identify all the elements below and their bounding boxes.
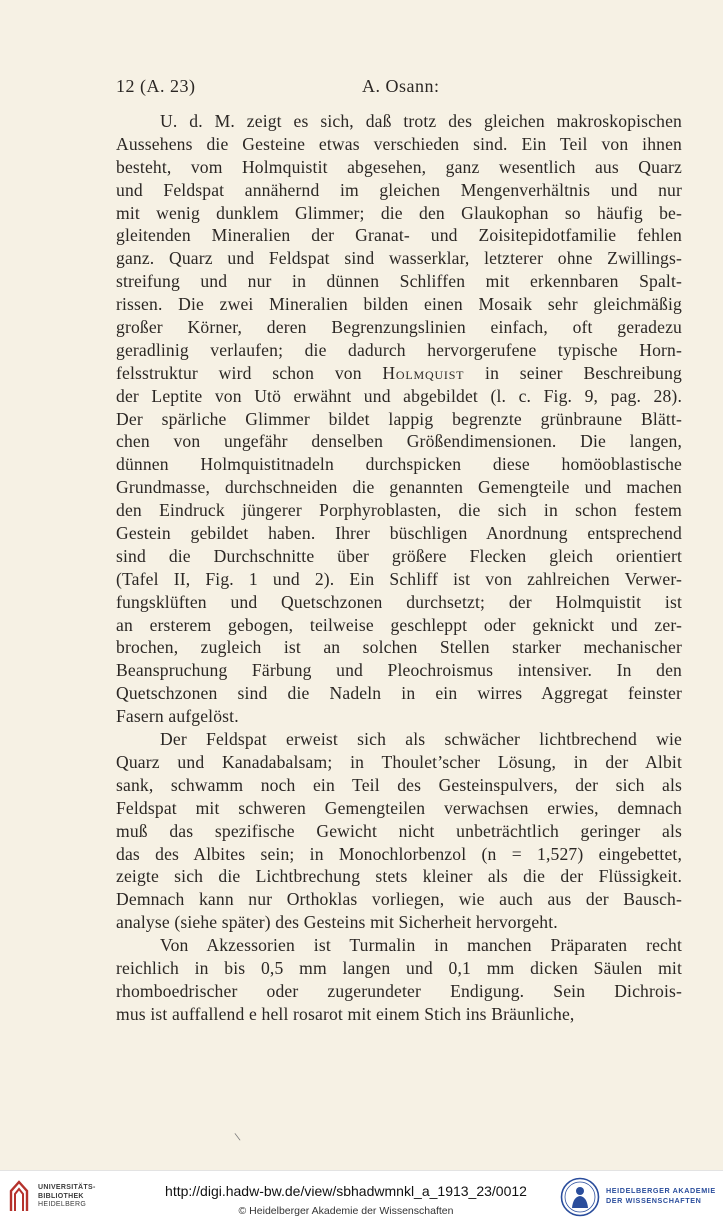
running-header (116, 76, 682, 100)
text-line: U. d. M. zeigt es sich, daß trotz des gleichen makroskopischen (160, 111, 682, 131)
text-line: an ersterem gebogen, teilweise geschleppt oder geknickt und zer- (116, 614, 682, 635)
text-line: Von Akzessorien ist Turmalin in manchen Präparaten recht (160, 935, 682, 956)
text-line: der Leptite von Utö erwähnt und abgebildet (l. c. Fig. 9, pag. 28). (116, 385, 682, 406)
text-line: sind die Durchschnitte über größere Flecken gleich orientiert (116, 545, 682, 566)
text-line: das des Albites sein; in Monochlorbenzol (n = 1,527) eingebettet, (116, 843, 682, 864)
text-line: chen von ungefähr denselben Größendimensionen. Die langen, (116, 431, 682, 452)
stray-mark: \ (234, 1131, 242, 1144)
copyright-notice: © Heidelberger Akademie der Wissenschaften (238, 1205, 454, 1217)
text-line: reichlich in bis 0,5 mm langen und 0,1 mm dicken Säulen mit (116, 957, 682, 978)
cited-author-name: Holmquist (382, 362, 465, 383)
text-line: ganz. Quarz und Feldspat sind wasserklar, letzterer ohne Zwillings- (116, 248, 682, 269)
text-line: felsstruktur wird schon von Holmquist in seiner Beschreibung (116, 362, 682, 383)
text-line: Der spärliche Glimmer bildet lappig begrenzte grünbraune Blätt- (116, 408, 682, 429)
text-line: Gestein gebildet haben. Ihrer büschligen Anordnung entsprechend (116, 523, 682, 544)
text-line: Aussehens die Gesteine etwas verschieden sind. Ein Teil von ihnen (116, 133, 682, 154)
text-line: muß das spezifische Gewicht nicht unbeträchtlich geringer als (116, 820, 682, 841)
university-library-logo-icon (8, 1179, 30, 1213)
text-line: Fasern aufgelöst. (116, 706, 239, 727)
text-line: streifung und nur in dünnen Schliffen mit erkennbaren Spalt- (116, 271, 682, 292)
text-line: Demnach kann nur Orthoklas vorliegen, wie auch aus der Bausch- (116, 889, 682, 910)
text-line: fungsklüften und Quetschzonen durchsetzt; der Holmquistit ist (116, 591, 682, 612)
text-line: gleitenden Mineralien der Granat- und Zoisitepidotfamilie fehlen (116, 225, 682, 246)
academy-name (606, 1186, 716, 1206)
text-line: Der Feldspat erweist sich als schwächer lichtbrechend wie (160, 729, 682, 750)
body-text (116, 110, 682, 1026)
text-line: zeigte sich die Lichtbrechung stets kleiner als die der Flüssigkeit. (116, 866, 682, 887)
running-author: A. Osann: (362, 76, 440, 96)
digitization-footer (0, 1170, 723, 1225)
text-line: Beanspruchung Färbung und Pleochroismus intensiver. In den (116, 660, 682, 681)
text-line: analyse (siehe später) des Gesteins mit Sicherheit hervorgeht. (116, 912, 558, 933)
text-line: geradlinig verlaufen; die dadurch hervorgerufene typische Horn- (116, 339, 682, 360)
text-line: Quetschzonen sind die Nadeln in ein wirres Aggregat feinster (116, 683, 682, 704)
text-line: mus ist auffallend e hell rosarot mit einem Stich ins Bräunliche, (116, 1003, 575, 1024)
library-name-line-2: BIBLIOTHEK (38, 1192, 84, 1200)
university-library-name (38, 1184, 96, 1210)
text-line: und Feldspat annähernd im gleichen Mengenverhältnis und nur (116, 179, 682, 200)
text-line: (Tafel II, Fig. 1 und 2). Ein Schliff ist von zahlreichen Verwer- (116, 568, 682, 589)
library-name-line-3: HEIDELBERG (38, 1201, 87, 1208)
text-line: Feldspat mit schweren Gemengteilen verwachsen erwies, demnach (116, 797, 682, 818)
text-line: Grundmasse, durchschneiden die genannten Gemengteile und machen (116, 477, 682, 498)
text-line: brochen, zugleich ist an solchen Stellen starker mechanischer (116, 637, 682, 658)
academy-seal-icon (560, 1177, 600, 1217)
text-line: den Eindruck jüngerer Porphyroblasten, die sich in schon festem (116, 500, 682, 521)
text-line: besteht, vom Holmquistit abgesehen, ganz wesentlich aus Quarz (116, 156, 682, 177)
permalink-url[interactable]: http://digi.hadw-bw.de/view/sbhadwmnkl_a_1913_23/0012 (165, 1183, 527, 1199)
text-line: mit wenig dunklem Glimmer; die den Glaukophan so häufig be- (116, 202, 682, 223)
text-line: dünnen Holmquistitnadeln durchspicken diese homöoblastische (116, 454, 682, 475)
library-name-line-1: UNIVERSITÄTS- (38, 1184, 96, 1191)
page-reference: 12 (A. 23) (116, 76, 196, 96)
text-line: Quarz und Kanadabalsam; in Thoulet’scher Lösung, in der Albit (116, 751, 682, 772)
text-line: rhomboedrischer oder zugerundeter Endigung. Sein Dichrois- (116, 980, 682, 1001)
academy-name-line-2: DER WISSENSCHAFTEN (606, 1196, 702, 1205)
text-line: sank, schwamm noch ein Teil des Gesteinspulvers, der sich als (116, 774, 682, 795)
academy-name-line-1: HEIDELBERGER AKADEMIE (606, 1186, 716, 1195)
text-line: großer Körner, deren Begrenzungslinien einfach, oft geradezu (116, 317, 682, 338)
text-line: rissen. Die zwei Mineralien bilden einen Mosaik sehr gleichmäßig (116, 294, 682, 315)
